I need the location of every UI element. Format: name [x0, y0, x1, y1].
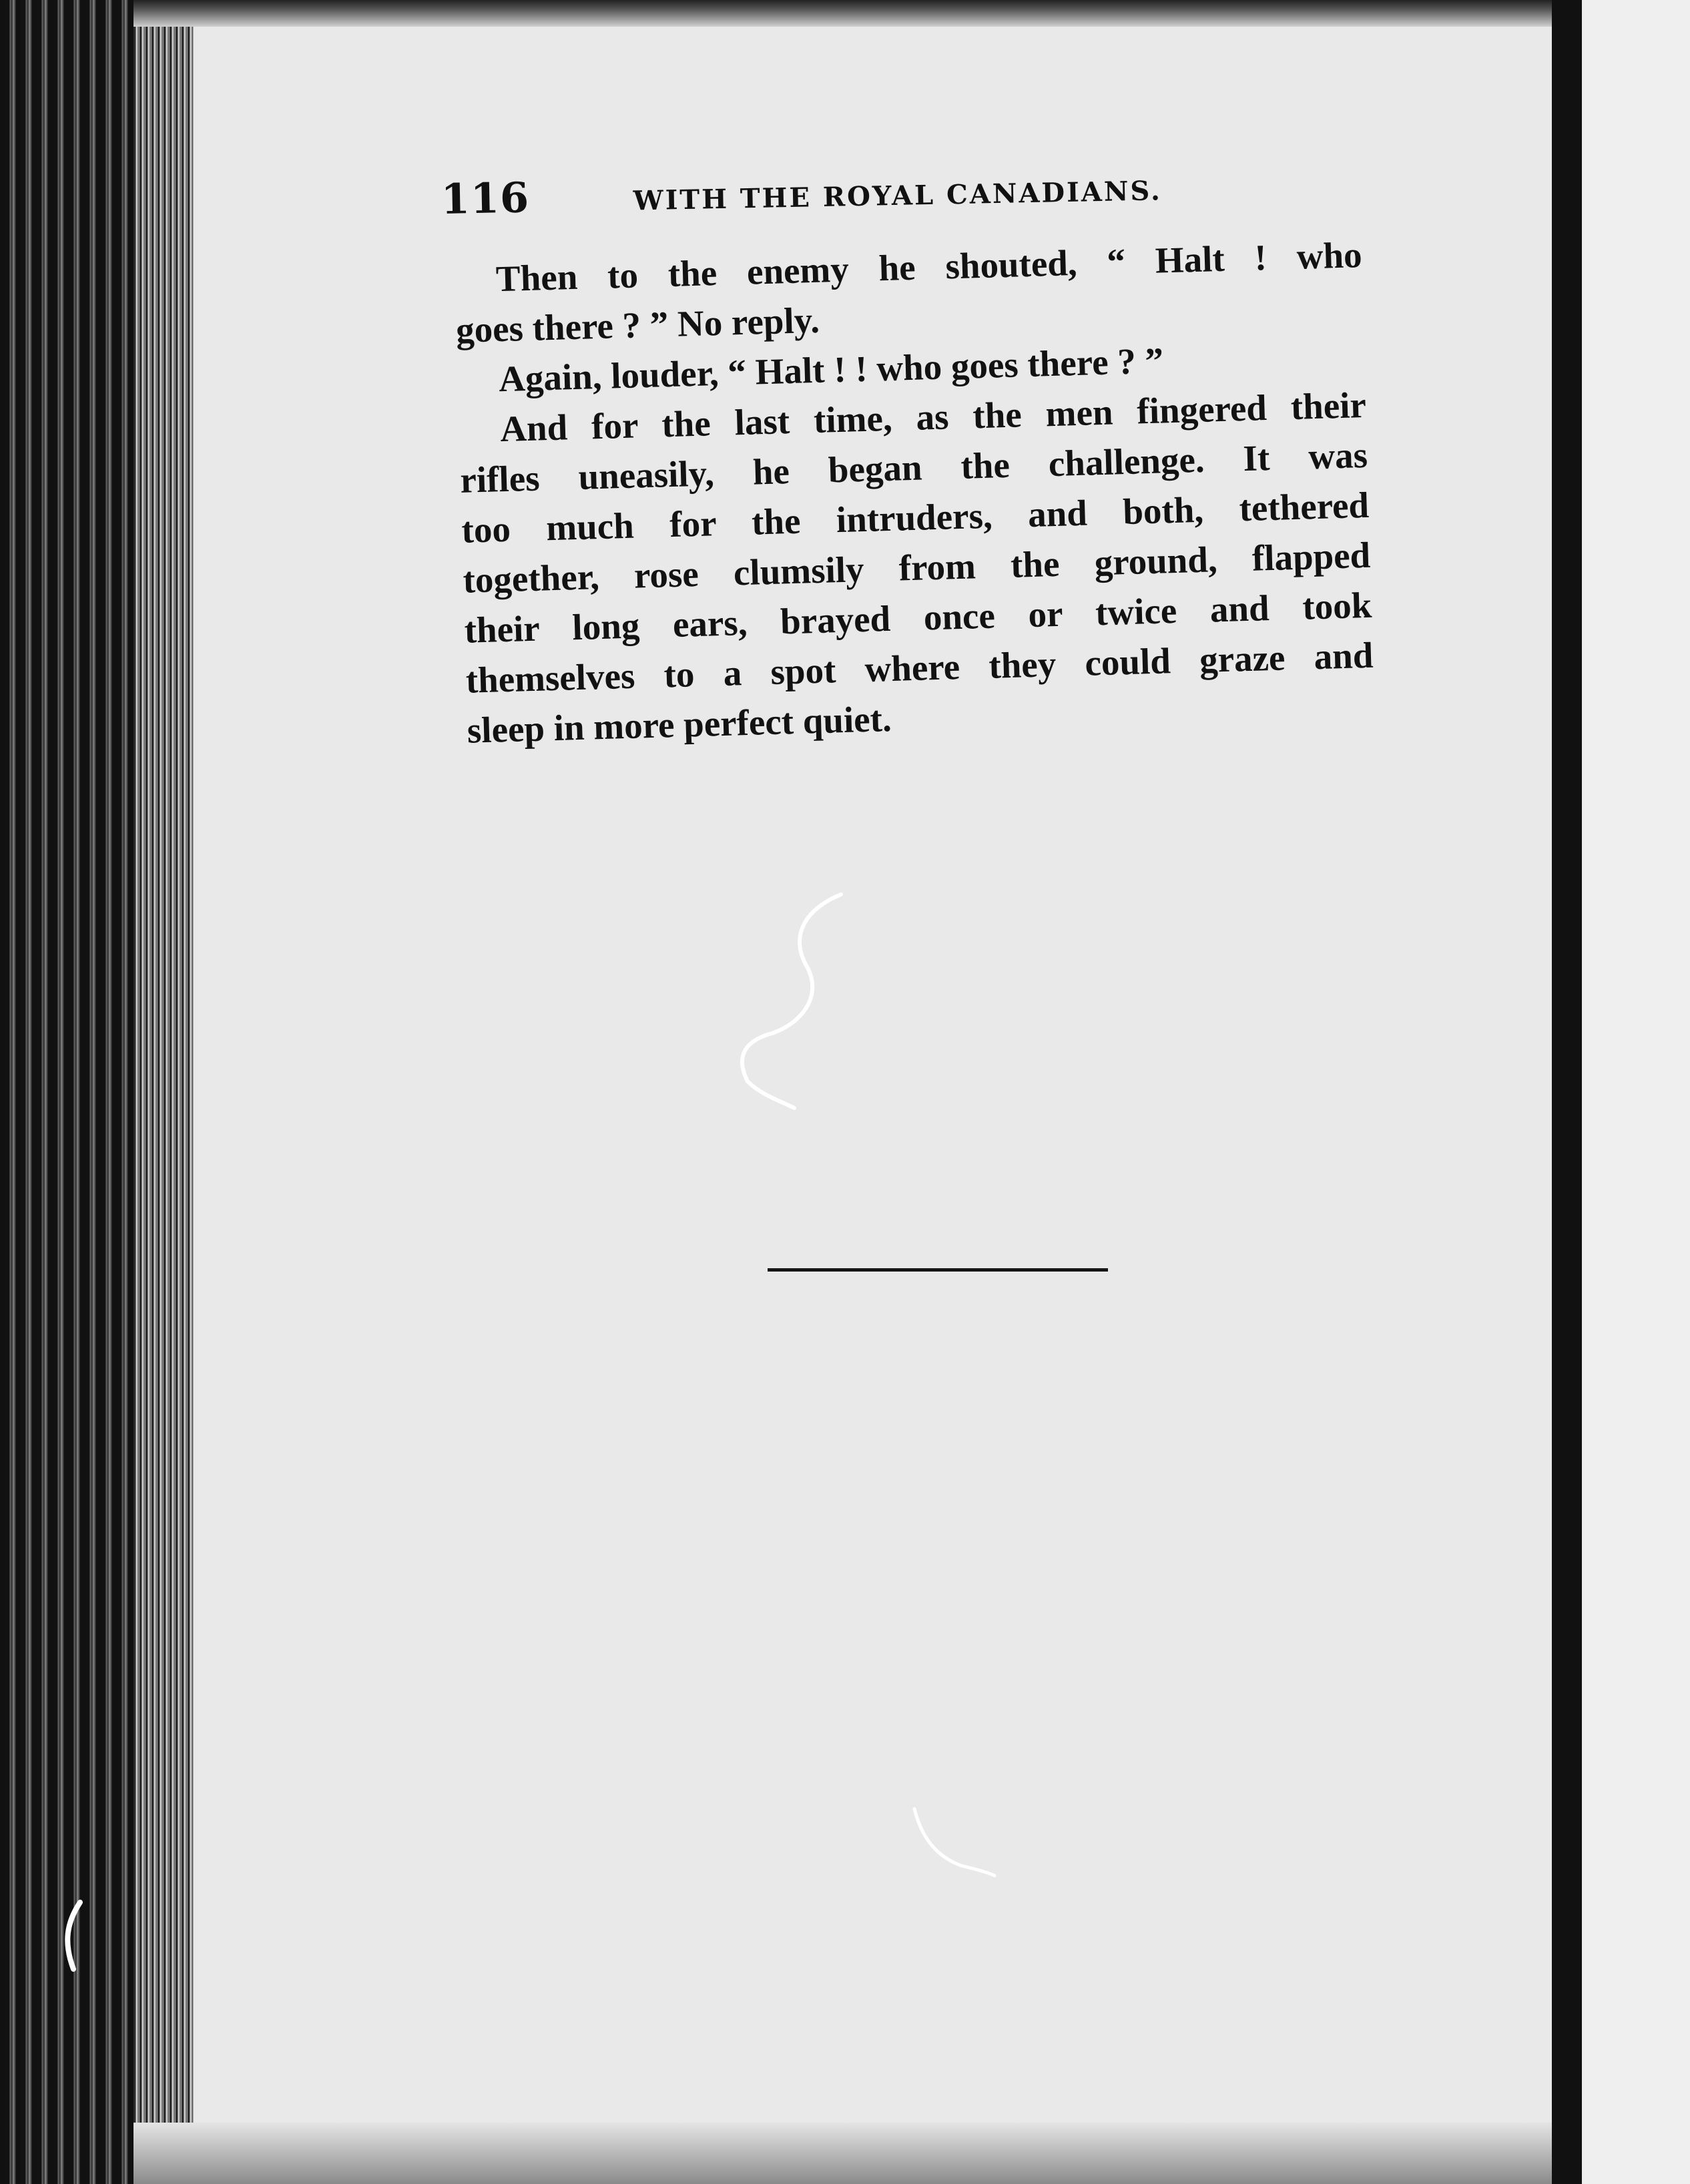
- section-rule: [768, 1268, 1108, 1272]
- text-line: rifles uneasily, he began the challenge. It was: [459, 434, 1368, 501]
- text-line: too much for the intruders, and both, tethered: [461, 484, 1370, 551]
- text-line: And for the last time, as the men fingered their: [499, 384, 1367, 450]
- bottom-edge-shadow: [133, 2123, 1555, 2184]
- text-line: Again, louder, “ Halt ! ! who goes there ? ”: [498, 340, 1164, 400]
- text-line: their long ears, brayed once or twice and took: [463, 584, 1373, 651]
- text-line: together, rose clumsily from the ground, flapped: [462, 534, 1371, 601]
- body-text: [454, 230, 1375, 756]
- gutter-strip: [1552, 0, 1582, 2184]
- text-line: Then to the enemy he shouted, “ Halt ! who: [495, 234, 1363, 300]
- page-number: 116: [441, 173, 530, 224]
- text-line: sleep in more perfect quiet.: [467, 698, 892, 751]
- text-line: goes there ? ” No reply.: [455, 299, 820, 350]
- facing-page-fragment: [1582, 0, 1690, 2184]
- running-head-title: WITH THE ROYAL CANADIANS.: [633, 175, 1163, 217]
- text-line: themselves to a spot where they could graze and: [465, 634, 1374, 701]
- top-edge-shadow: [133, 0, 1555, 27]
